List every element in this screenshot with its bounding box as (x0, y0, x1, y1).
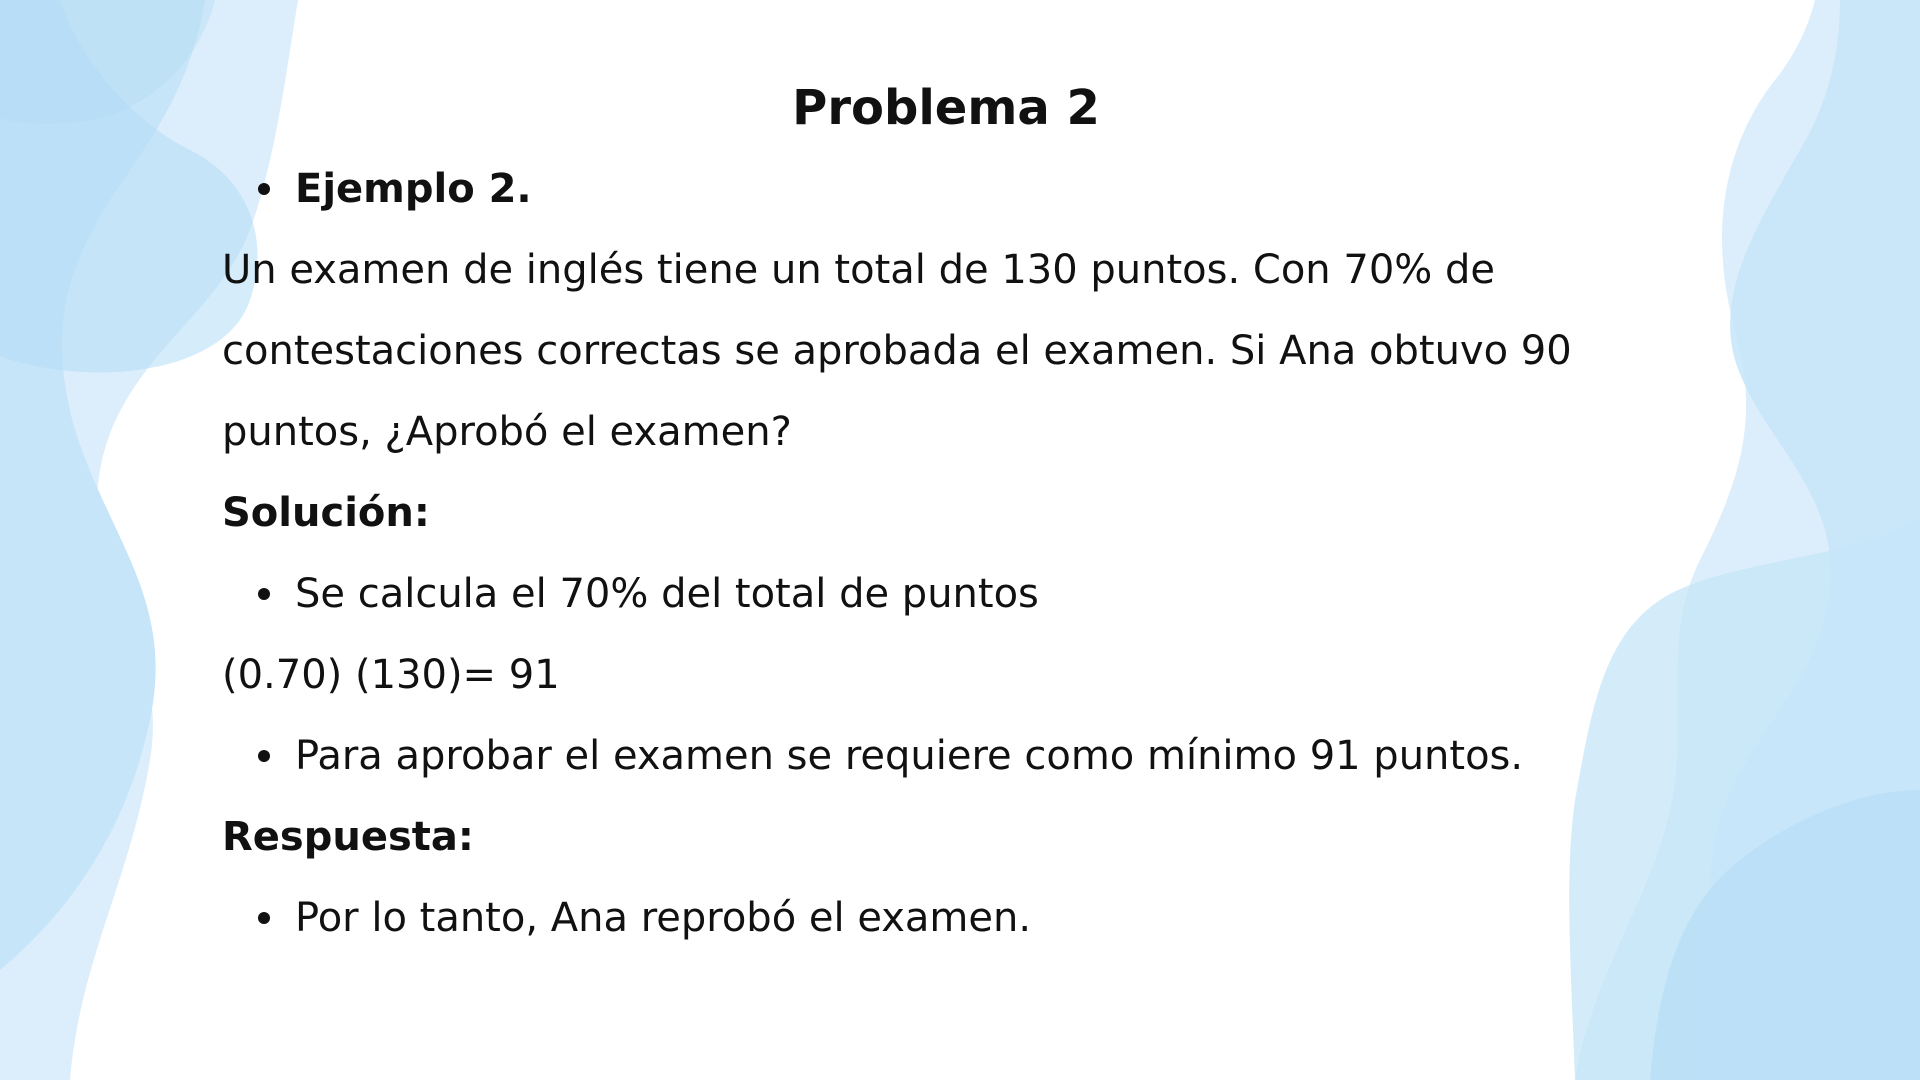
requirement-bullet (222, 730, 1523, 782)
problem-line-3: puntos, ¿Aprobó el examen? (222, 409, 792, 455)
example-label: Ejemplo 2. (295, 166, 532, 212)
answer-text: Por lo tanto, Ana reprobó el examen. (295, 895, 1032, 941)
slide-title: Problema 2 (792, 80, 1100, 136)
solution-step-text: Se calcula el 70% del total de puntos (295, 571, 1039, 617)
bullet-dot (258, 750, 270, 762)
solution-step-bullet (222, 568, 1039, 620)
bullet-dot (258, 183, 270, 195)
problem-line-2: contestaciones correctas se aprobada el examen. Si Ana obtuvo 90 (222, 328, 1572, 374)
bullet-dot (258, 912, 270, 924)
example-bullet (222, 163, 532, 215)
solution-heading: Solución: (222, 490, 430, 536)
answer-heading: Respuesta: (222, 814, 474, 860)
bullet-dot (258, 588, 270, 600)
problem-line-1: Un examen de inglés tiene un total de 130 puntos. Con 70% de (222, 247, 1495, 293)
answer-bullet (222, 892, 1031, 944)
requirement-text: Para aprobar el examen se requiere como mínimo 91 puntos. (295, 733, 1524, 779)
calculation-line: (0.70) (130)= 91 (222, 652, 560, 698)
